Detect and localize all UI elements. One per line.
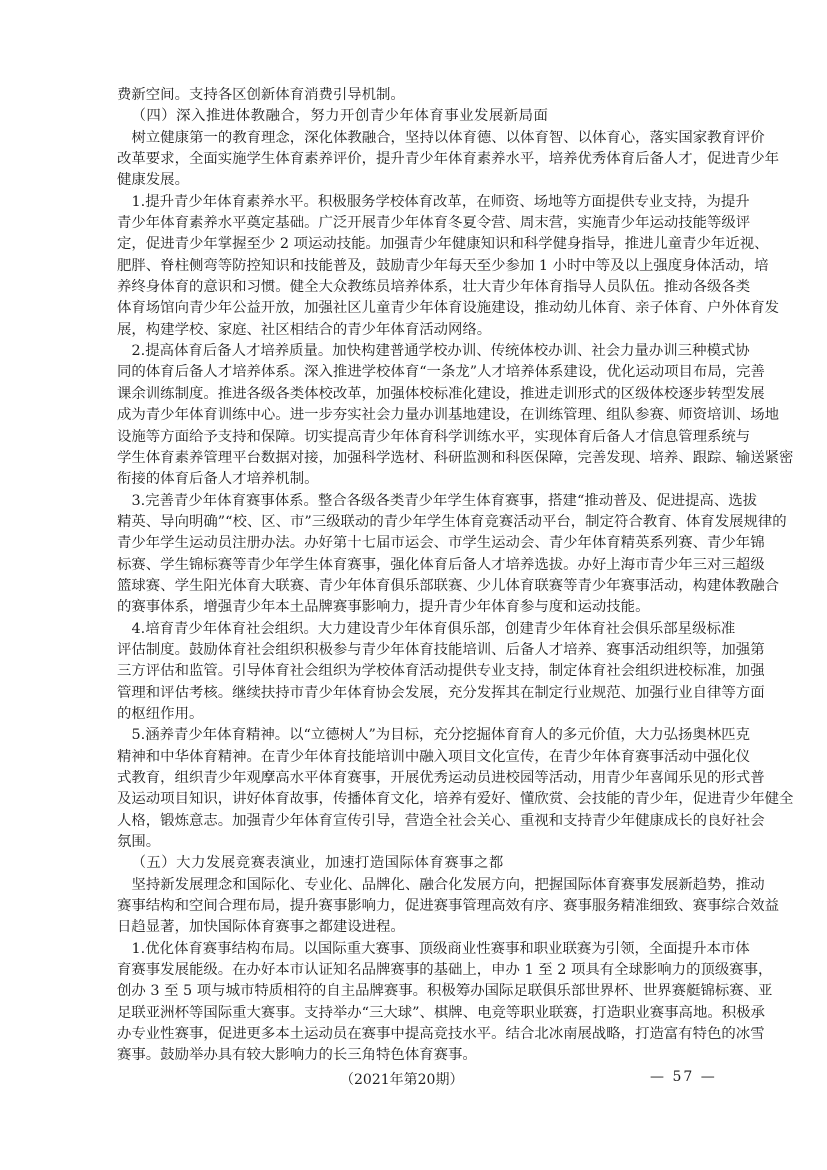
text-line: 改革要求，全面实施学生体育素养评价，提升青少年体育素养水平，培养优秀体育后备人才，促进青少年 — [117, 151, 779, 168]
text-line: 成为青少年体育训练中心。进一步夯实社会力量办训基地建设，在训练管理、组队参赛、师资培训、场地 — [117, 407, 779, 424]
text-line: 创办 3 至 5 项与城市特质相符的自主品牌赛事。积极筹办国际足联俱乐部世界杯、世界赛艇锦标赛、亚 — [117, 983, 773, 1000]
text-line: 的赛事体系，增强青少年本土品牌赛事影响力，提升青少年体育参与度和运动技能。 — [117, 599, 650, 616]
text-line: 精英、导向明确”“校、区、市”三级联动的青少年学生体育竞赛活动平台，制定符合教育、体育发展规律的 — [117, 513, 787, 530]
text-line: 4.培育青少年体育社会组织。大力建设青少年体育俱乐部，创建青少年体育社会俱乐部星级标准 — [131, 620, 736, 637]
text-line: 定，促进青少年掌握至少 2 项运动技能。加强青少年健康知识和科学健身指导，推进儿童青少年近视、 — [117, 236, 769, 253]
text-line: 篮球赛、学生阳光体育大联赛、青少年体育俱乐部联赛、少儿体育联赛等青少年赛事活动，构建体教融合 — [117, 577, 779, 594]
text-line: 体育场馆向青少年公益开放，加强社区儿童青少年体育设施建设，推动幼儿体育、亲子体育、户外体育发 — [117, 300, 779, 317]
text-line: 评估制度。鼓励体育社会组织积极参与青少年体育技能培训、后备人才培养、赛事活动组织等，加强第 — [117, 641, 765, 658]
text-line: 学生体育素养管理平台数据对接，加强科学选材、科研监测和科医保障，完善发现、培养、跟踪、输送紧密 — [117, 449, 794, 466]
page-number: — 57 — — [650, 1069, 717, 1085]
text-line: 赛事。鼓励举办具有较大影响力的长三角特色体育赛事。 — [117, 1047, 477, 1064]
text-line: 标赛、学生锦标赛等青少年学生体育赛事，强化体育后备人才培养选拔。办好上海市青少年三对三超级 — [117, 556, 765, 573]
text-line: 肥胖、脊柱侧弯等防控知识和技能普及，鼓励青少年每天至少参加 1 小时中等及以上强度身体活动，培 — [117, 257, 769, 274]
text-line: 1.优化体育赛事结构布局。以国际重大赛事、顶级商业性赛事和职业联赛为引领，全面提升本市体 — [131, 940, 750, 957]
text-line: 健康发展。 — [117, 172, 189, 189]
text-line: 坚持新发展理念和国际化、专业化、品牌化、融合化发展方向，把握国际体育赛事发展新趋势，推动 — [131, 876, 765, 893]
paragraph — [117, 875, 779, 939]
text-line: 管理和评估考核。继续扶持市青少年体育协会发展，充分发挥其在制定行业规范、加强行业自律等方面 — [117, 684, 765, 701]
text-line: 赛事结构和空间合理布局，提升赛事影响力，促进赛事管理高效有序、赛事服务精准细致、赛事综合效益 — [117, 898, 779, 915]
page-footer — [0, 1069, 827, 1091]
paragraph — [117, 619, 765, 726]
text-line: 课余训练制度。推进各级各类体校改革，加强体校标准化建设，推进走训形式的区级体校逐步转型发展 — [117, 385, 765, 402]
text-line: 日趋显著，加快国际体育赛事之都建设进程。 — [117, 919, 405, 936]
text-line: 同的体育后备人才培养体系。深入推进学校体育“一条龙”人才培养体系建设，优化运动项目布局，完善 — [117, 364, 765, 381]
text-line: 人格，锻炼意志。加强青少年体育宣传引导，营造全社会关心、重视和支持青少年健康成长的良好社会 — [117, 812, 765, 829]
section-heading — [117, 853, 718, 874]
issue-label: （2021年第20期） — [340, 1072, 464, 1088]
text-line: 3.完善青少年体育赛事体系。整合各级各类青少年学生体育赛事，搭建“推动普及、促进提高、选拔 — [131, 492, 757, 509]
paragraph — [117, 939, 773, 1067]
text-line: 养终身体育的意识和习惯。健全大众教练员培养体系，壮大青少年体育指导人员队伍。推动各级各类 — [117, 279, 751, 296]
text-line: 精神和中华体育精神。在青少年体育技能培训中融入项目文化宣传，在青少年体育赛事活动中强化仪 — [117, 748, 751, 765]
text-line: 树立健康第一的教育理念，深化体教融合，坚持以体育德、以体育智、以体育心，落实国家教育评价 — [131, 129, 765, 146]
text-line: 5.涵养青少年体育精神。以“立德树人”为目标，充分挖掘体育育人的多元价值，大力弘扬奥林匹克 — [131, 727, 750, 744]
text-line: 氛围。 — [117, 834, 161, 851]
text-line: 的枢纽作用。 — [117, 705, 204, 722]
section-heading — [117, 106, 718, 127]
text-line: 衔接的体育后备人才培养机制。 — [117, 471, 319, 488]
text-line: 足联亚洲杯等国际重大赛事。支持举办“三大球”、棋牌、电竞等职业联赛，打造职业赛事高地。积极承 — [117, 1004, 765, 1021]
paragraph — [117, 491, 787, 619]
text-line: 育赛事发展能级。在办好本市认证知名品牌赛事的基础上，申办 1 至 2 项具有全球影响力的顶级赛事， — [117, 962, 773, 979]
text-line: 展，构建学校、家庭、社区相结合的青少年体育活动网络。 — [117, 321, 492, 338]
text-line: （四）深入推进体教融合，努力开创青少年体育事业发展新局面 — [131, 108, 549, 125]
text-line: 1.提升青少年体育素养水平。积极服务学校体育改革，在师资、场地等方面提供专业支持，为提升 — [131, 193, 750, 210]
text-line: 青少年体育素养水平奠定基础。广泛开展青少年体育冬夏令营、周末营，实施青少年运动技能等级评 — [117, 215, 751, 232]
text-line: 办专业性赛事，促进更多本土运动员在赛事中提高竞技水平。结合北冰南展战略，打造富有特色的冰雪 — [117, 1026, 765, 1043]
text-line: 费新空间。支持各区创新体育消费引导机制。 — [117, 87, 405, 103]
text-line: 三方评估和监管。引导体育社会组织为学校体育活动提供专业支持，制定体育社会组织进校标准，加强 — [117, 663, 765, 680]
paragraph — [117, 725, 794, 853]
text-line: 式教育，组织青少年观摩高水平体育赛事，开展优秀运动员进校园等活动，用青少年喜闻乐见的形式普 — [117, 770, 765, 786]
text-line: 设施等方面给予支持和保障。切实提高青少年体育科学训练水平，实现体育后备人才信息管理系统与 — [117, 428, 751, 445]
paragraph — [117, 192, 779, 341]
document-body — [117, 85, 794, 1067]
text-line: （五）大力发展竞赛表演业，加速打造国际体育赛事之都 — [131, 855, 504, 872]
text-line: 及运动项目知识，讲好体育故事，传播体育文化，培养有爱好、懂欣赏、会技能的青少年，促进青少年健全 — [117, 791, 794, 808]
paragraph — [117, 128, 779, 192]
text-line: 青少年学生运动员注册办法。办好第十七届市运会、市学生运动会、青少年体育精英系列赛、青少年锦 — [117, 535, 765, 552]
paragraph — [117, 341, 794, 490]
text-line: 2.提高体育后备人才培养质量。加快构建普通学校办训、传统体校办训、社会力量办训三种模式协 — [131, 343, 750, 360]
paragraph — [117, 85, 718, 106]
